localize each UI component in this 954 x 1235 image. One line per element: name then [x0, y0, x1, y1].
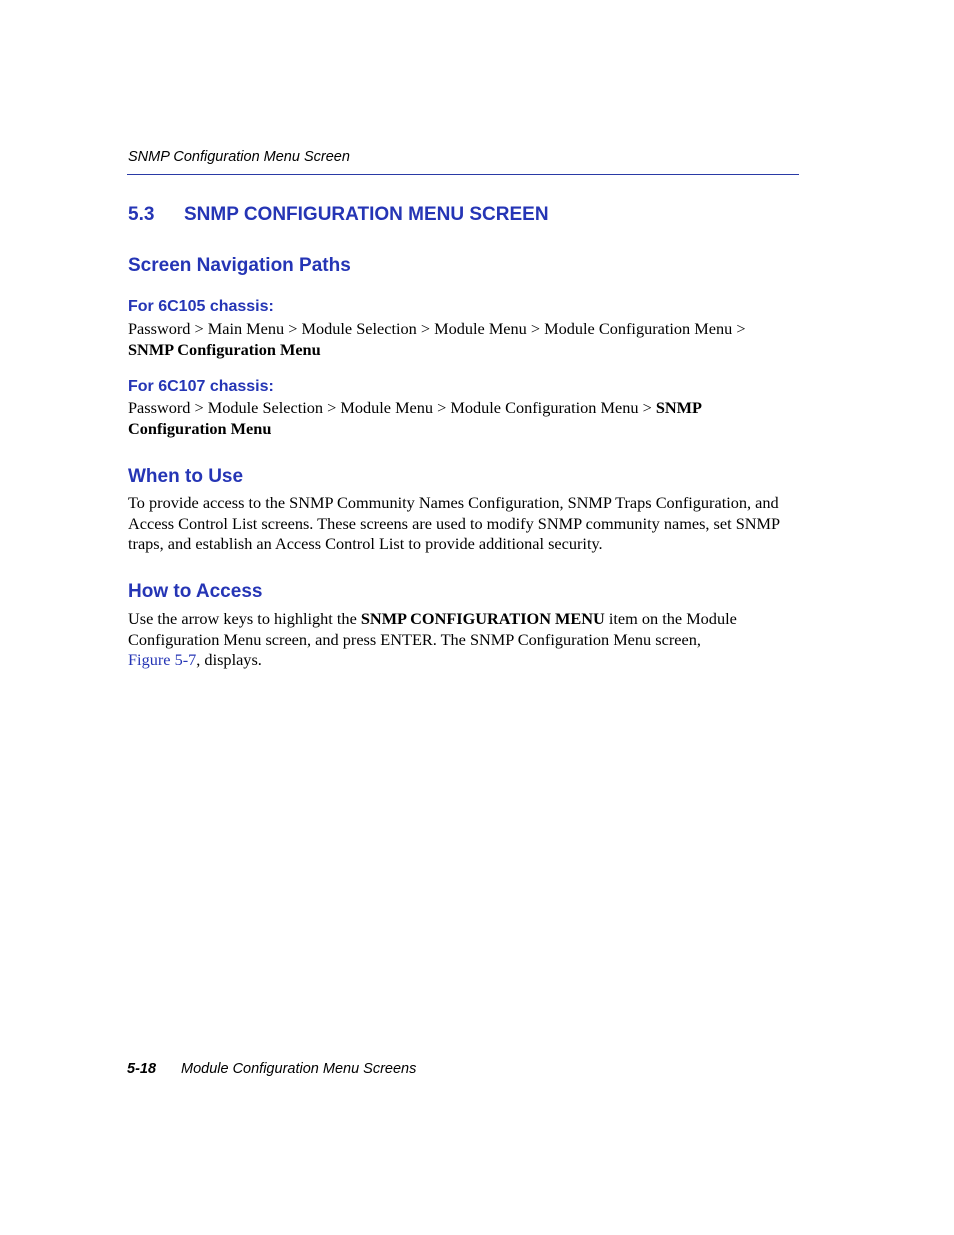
- page-footer: [127, 1061, 416, 1077]
- chassis-6c107-path: [128, 398, 738, 439]
- page-number: 5-18: [127, 1061, 157, 1077]
- when-to-use-heading: When to Use: [128, 466, 244, 487]
- header-rule: [127, 174, 799, 175]
- path-destination: SNMP Configuration Menu: [128, 339, 321, 359]
- section-heading: [128, 204, 549, 226]
- access-text-before: Use the arrow keys to highlight the: [128, 609, 357, 628]
- menu-item-name: SNMP CONFIGURATION MENU: [360, 609, 605, 628]
- path-text: Password > Main Menu > Module Selection > Module Menu > Module Configuration Menu >: [128, 319, 746, 338]
- access-text-after: , displays.: [196, 650, 262, 669]
- path-destination: SNMP Configuration Menu: [128, 398, 702, 438]
- when-to-use-text: To provide access to the SNMP Community Names Configuration, SNMP Traps Configuration, and Access Control List screens. These screens are used to modify SNMP community names, set SNMP traps, and establish an Access Control List to provide additional security.: [128, 493, 780, 553]
- section-title: SNMP CONFIGURATION MENU SCREEN: [184, 204, 549, 225]
- figure-link[interactable]: Figure 5-7: [128, 650, 197, 669]
- running-header: SNMP Configuration Menu Screen: [128, 149, 350, 165]
- path-text: Password > Module Selection > Module Menu > Module Configuration Menu >: [128, 398, 652, 417]
- how-to-access-text: [128, 609, 788, 671]
- chassis-6c105-path: [128, 319, 800, 360]
- section-number: 5.3: [128, 204, 155, 225]
- chapter-title: Module Configuration Menu Screens: [181, 1061, 417, 1077]
- navigation-heading: Screen Navigation Paths: [128, 255, 351, 276]
- how-to-access-heading: How to Access: [128, 581, 263, 602]
- access-text-middle: item on the Module Configuration Menu screen, and press ENTER. The SNMP Configuration Menu screen,: [128, 609, 737, 649]
- chassis-6c107-label: For 6C107 chassis:: [128, 378, 274, 395]
- chassis-6c105-label: For 6C105 chassis:: [128, 298, 274, 315]
